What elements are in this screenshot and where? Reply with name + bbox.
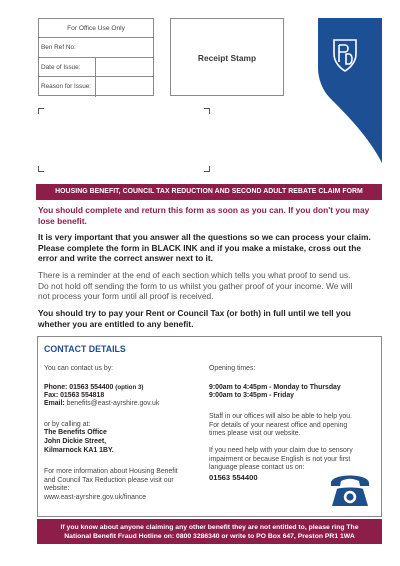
email-line bbox=[44, 400, 159, 409]
office-use-header: For Office Use Only bbox=[39, 19, 153, 38]
receipt-stamp-box bbox=[170, 18, 284, 96]
pay-rent-line: You should try to pay your Rent or Council Tax (or both) in full until we tell you bbox=[38, 308, 351, 318]
staff-help-line: times please visit our website. bbox=[209, 430, 301, 438]
proof-reminder-line: Do not hold off sending the form to us whilst you gather proof of your income. We will bbox=[38, 280, 353, 291]
receipt-stamp-label: Receipt Stamp bbox=[197, 53, 257, 63]
telephone-icon bbox=[328, 467, 372, 509]
date-of-issue-label: Date of Issue: bbox=[41, 63, 81, 71]
date-of-issue-row bbox=[39, 58, 153, 78]
email-label: Email: bbox=[44, 400, 65, 407]
answer-questions-line: error and write the correct answer next to it. bbox=[38, 253, 213, 264]
office-street: John Dickie Street, bbox=[44, 438, 107, 445]
fraud-hotline-footer bbox=[37, 519, 382, 544]
pay-rent-notice bbox=[38, 308, 382, 329]
more-info-line: and Council Tax Reduction please visit our bbox=[44, 476, 174, 484]
office-use-box bbox=[38, 18, 154, 96]
opening-hours-mon-thu: 9:00am to 4:45pm - Monday to Thursday bbox=[209, 384, 341, 391]
crop-mark-top-left bbox=[38, 108, 44, 114]
opening-hours-fri: 9:00am to 3:45pm - Friday bbox=[209, 392, 295, 399]
return-form-line: lose benefit. bbox=[38, 215, 87, 226]
phone-number: Phone: 01563 554400 bbox=[44, 384, 114, 391]
reason-for-issue-label: Reason for Issue: bbox=[41, 83, 92, 90]
answer-questions-line: It is very important that you answer all the questions so we can process your claim. bbox=[38, 232, 371, 242]
help-phone-number: 01563 554400 bbox=[209, 473, 258, 482]
return-form-line: You should complete and return this form as soon as you can. If you don't you may bbox=[38, 205, 370, 215]
pay-rent-line: whether you are entitled to any benefit. bbox=[38, 318, 194, 329]
proof-reminder-line: There is a reminder at the end of each section which tells you what proof to send us. bbox=[38, 270, 351, 280]
website-link[interactable]: www.east-ayrshire.gov.uk/finance bbox=[44, 493, 147, 501]
return-form-notice bbox=[38, 205, 382, 226]
more-info-text bbox=[44, 468, 178, 502]
email-address[interactable]: benefits@east-ayrshire.gov.uk bbox=[66, 400, 160, 407]
office-town: Kilmarnock KA1 1BY. bbox=[44, 447, 114, 454]
answer-questions-line: Please complete the form in BLACK INK and if you make a mistake, cross out the bbox=[38, 242, 361, 253]
council-crest-icon bbox=[318, 18, 382, 163]
fraud-hotline-line: National Benefit Fraud Hotline on: 0800 3286340 or write to PO Box 647, Preston PR1 1WA bbox=[64, 532, 355, 540]
more-info-line: website: bbox=[44, 485, 70, 493]
more-info-line: For more information about Housing Benefit bbox=[44, 468, 178, 475]
contact-by-label: You can contact us by: bbox=[44, 365, 114, 372]
crop-mark-bottom-right bbox=[204, 166, 210, 172]
contact-details-title: CONTACT DETAILS bbox=[44, 344, 126, 354]
staff-help-text bbox=[209, 413, 352, 439]
office-name: The Benefits Office bbox=[44, 429, 107, 436]
sensory-help-line: If you need help with your claim due to sensory bbox=[209, 447, 353, 454]
answer-questions-notice bbox=[38, 232, 382, 264]
crop-mark-top-right bbox=[204, 108, 210, 114]
proof-reminder-notice bbox=[38, 270, 382, 302]
staff-help-line: Staff in our offices will also be able to help you. bbox=[209, 413, 353, 420]
proof-reminder-line: not process your form until all proof is received. bbox=[38, 291, 214, 302]
staff-help-line: For details of your nearest office and opening bbox=[209, 421, 348, 429]
ben-ref-row bbox=[39, 38, 153, 58]
opening-times-label: Opening times: bbox=[209, 365, 256, 372]
calling-at-label: or by calling at: bbox=[44, 421, 91, 428]
reason-for-issue-row bbox=[39, 77, 153, 97]
ben-ref-label: Ben Ref No: bbox=[41, 44, 76, 51]
phone-option: (option 3) bbox=[115, 384, 144, 391]
form-title-banner: HOUSING BENEFIT, COUNCIL TAX REDUCTION AND SECOND ADULT REBATE CLAIM FORM bbox=[36, 184, 382, 200]
contact-details-box bbox=[37, 336, 382, 517]
fraud-hotline-line: If you know about anyone claiming any other benefit they are not entitled to, please ring The bbox=[60, 523, 359, 531]
crop-mark-bottom-left bbox=[38, 166, 44, 172]
sensory-help-line: language please contact us on: bbox=[209, 464, 305, 472]
fax-number: Fax: 01563 554818 bbox=[44, 392, 105, 399]
sensory-help-line: impairment or because English is not your first bbox=[209, 455, 351, 463]
